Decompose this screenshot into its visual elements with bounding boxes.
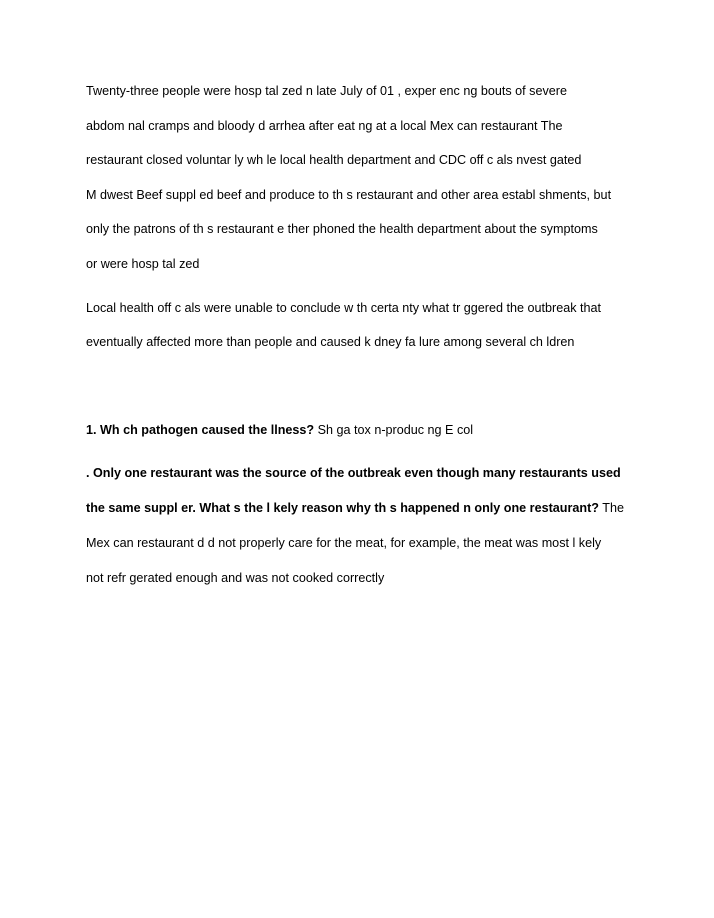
paragraph1-line6: or were hosp tal zed — [86, 257, 200, 271]
paragraph1-line3: restaurant closed voluntar ly wh le local health department and CDC off c als nvest gated — [86, 153, 582, 167]
question2-prompt-line2 — [86, 500, 624, 516]
paragraph1-line4: M dwest Beef suppl ed beef and produce to th s restaurant and other area establ shments, but — [86, 188, 612, 202]
paragraph1-line1: Twenty-three people were hosp tal zed n late July of 01 , exper enc ng bouts of severe — [86, 84, 567, 98]
question2-answer-line3: not refr gerated enough and was not cooked correctly — [86, 571, 385, 585]
question1-prompt: 1. Wh ch pathogen caused the llness? — [86, 423, 315, 437]
question1-line — [86, 422, 473, 438]
question2-prompt-text: the same suppl er. What s the l kely reason why th s happened n only one restaurant? — [86, 501, 599, 515]
paragraph2-line2: eventually affected more than people and caused k dney fa lure among several ch ldren — [86, 335, 575, 349]
question2-prompt-line1: . Only one restaurant was the source of the outbreak even though many restaurants used — [86, 466, 621, 480]
paragraph2-line1: Local health off c als were unable to conclude w th certa nty what tr ggered the outbreak that — [86, 301, 602, 315]
question2-answer-line2: Mex can restaurant d d not properly care for the meat, for example, the meat was most l kely — [86, 536, 602, 550]
question2-answer-start: The — [602, 501, 624, 515]
paragraph1-line5: only the patrons of th s restaurant e ther phoned the health department about the symptoms — [86, 222, 598, 236]
question1-answer: Sh ga tox n-produc ng E col — [317, 423, 474, 437]
paragraph1-line2: abdom nal cramps and bloody d arrhea after eat ng at a local Mex can restaurant The — [86, 119, 563, 133]
